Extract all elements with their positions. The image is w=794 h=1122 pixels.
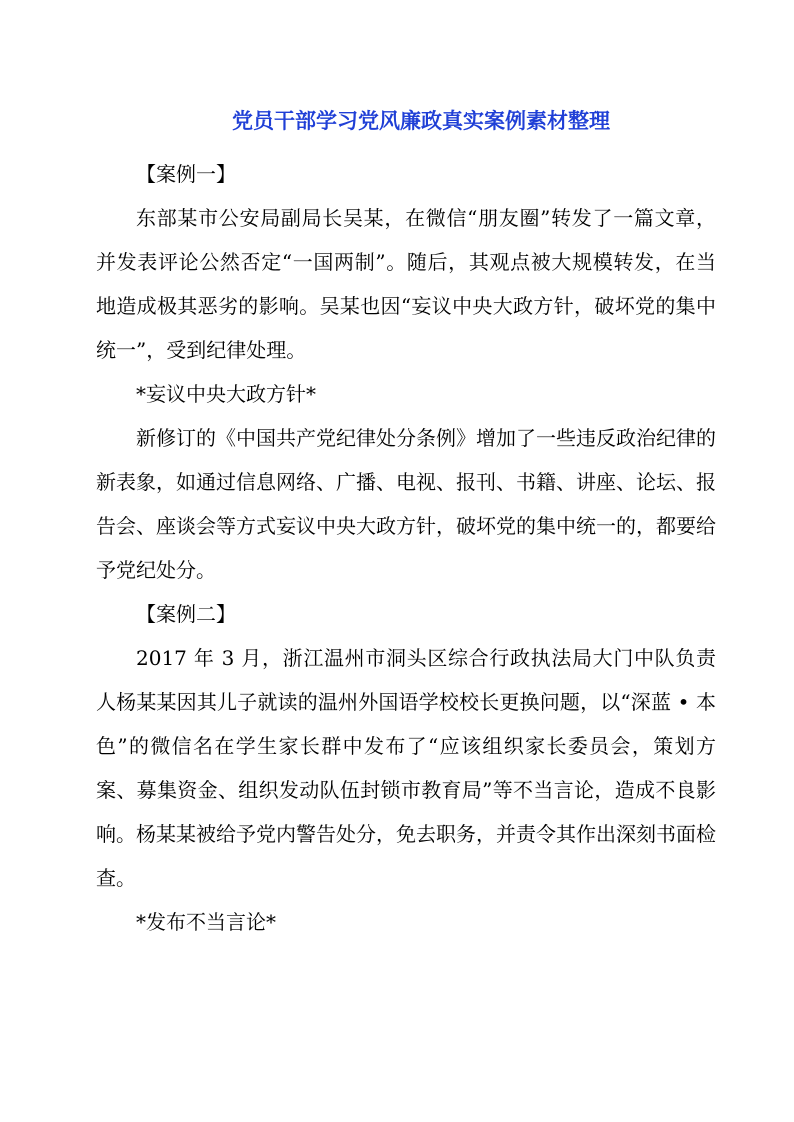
document-body [96,152,716,944]
case-one-explanation: 新修订的《中国共产党纪律处分条例》增加了一些违反政治纪律的新表象，如通过信息网络、广播、电视、报刊、书籍、讲座、论坛、报告会、座谈会等方式妄议中央大政方针，破坏党的集中统一的，都要给予党纪处分。 [96,426,716,582]
document-title: 党员干部学习党风廉政真实案例素材整理 [232,109,610,133]
case-two-paragraph: 2017 年 3 月，浙江温州市洞头区综合行政执法局大门中队负责人杨某某因其儿子就读的温州外国语学校校长更换问题，以“深蓝 • 本色”的微信名在学生家长群中发布了“应该组织家长委员会，策划方案、募集资金、组织发动队伍封锁市教育局”等不当言论，造成不良影响。杨某某被给予党内警告处分，免去职务，并责令其作出深刻书面检查。 [96,646,716,890]
case-one-paragraph: 东部某市公安局副局长吴某，在微信“朋友圈”转发了一篇文章，并发表评论公然否定“一国两制”。随后，其观点被大规模转发，在当地造成极其恶劣的影响。吴某也因“妄议中央大政方针，破坏党的集中统一”，受到纪律处理。 [96,206,716,362]
case-one-subheading: *妄议中央大政方针* [136,382,316,406]
case-two-subheading: *发布不当言论* [136,910,276,934]
case-two-heading: 【案例二】 [136,602,236,626]
case-one-heading: 【案例一】 [136,162,236,186]
